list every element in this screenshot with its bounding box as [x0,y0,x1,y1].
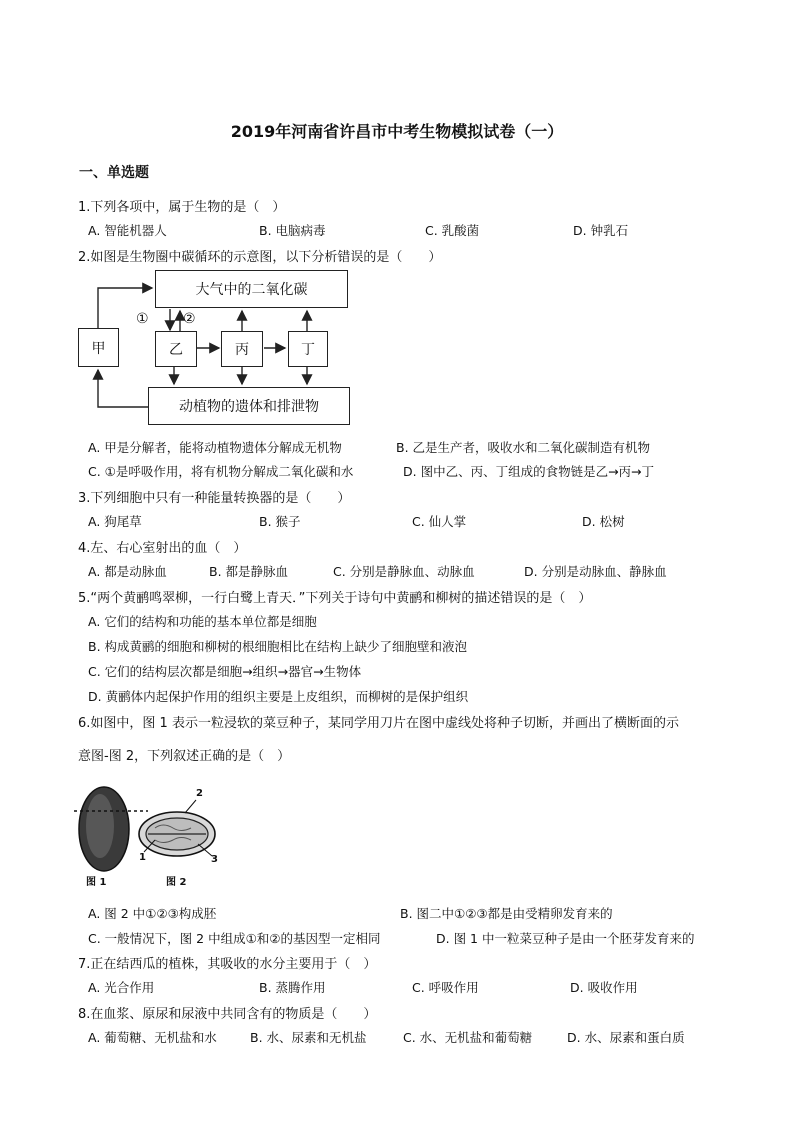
q4-option-d[interactable]: D. 分别是动脉血、静脉血 [524,564,667,579]
question-2-stem: 2.如图是生物圈中碳循环的示意图，以下分析错误的是（ ） [78,250,442,265]
q7-option-a[interactable]: A. 光合作用 [88,980,155,995]
q2-option-c[interactable]: C. ①是呼吸作用，将有机物分解成二氧化碳和水 [88,464,354,479]
figure-2-label: 图 2 [166,877,187,888]
q4-option-b[interactable]: B. 都是静脉血 [209,564,289,579]
q1-option-c[interactable]: C. 乳酸菌 [425,223,480,238]
jia-box: 甲 [78,328,119,367]
q6-option-b[interactable]: B. 图二中①②③都是由受精卵发育来的 [400,906,613,921]
q6-option-c[interactable]: C. 一般情况下，图 2 中组成①和②的基因型一定相同 [88,931,381,946]
q1-option-b[interactable]: B. 电脑病毒 [259,223,326,238]
atmosphere-co2-box: 大气中的二氧化碳 [155,270,348,308]
yi-box: 乙 [155,331,197,367]
remains-box: 动植物的遗体和排泄物 [148,387,350,425]
question-1-stem: 1.下列各项中，属于生物的是（ ） [78,200,286,215]
q7-option-d[interactable]: D. 吸收作用 [570,980,638,995]
question-6-stem: 6.如图中，图 1 表示一粒浸软的菜豆种子，某同学用刀片在图中虚线处将种子切断，并画出了横断面的示 [78,716,679,731]
q6-option-d[interactable]: D. 图 1 中一粒菜豆种子是由一个胚芽发育来的 [436,931,695,946]
q8-option-d[interactable]: D. 水、尿素和蛋白质 [567,1030,685,1045]
label-2: 2 [196,788,203,799]
section-heading: 一、单选题 [79,165,149,181]
q5-option-c[interactable]: C. 它们的结构层次都是细胞→组织→器官→生物体 [88,664,362,679]
mark-2: ② [183,311,196,327]
ding-box: 丁 [288,331,328,367]
q2-option-d[interactable]: D. 图中乙、丙、丁组成的食物链是乙→丙→丁 [403,464,655,479]
q3-option-d[interactable]: D. 松树 [582,514,625,529]
mark-1: ① [136,311,149,327]
q1-option-d[interactable]: D. 钟乳石 [573,223,629,238]
q3-option-a[interactable]: A. 狗尾草 [88,514,142,529]
label-1: 1 [139,852,146,863]
q1-option-a[interactable]: A. 智能机器人 [88,223,167,238]
q3-option-c[interactable]: C. 仙人掌 [412,514,467,529]
q7-option-c[interactable]: C. 呼吸作用 [412,980,479,995]
q2-option-a[interactable]: A. 甲是分解者，能将动植物遗体分解成无机物 [88,440,342,455]
q8-option-c[interactable]: C. 水、无机盐和葡萄糖 [403,1030,533,1045]
q5-option-d[interactable]: D. 黄鹂体内起保护作用的组织主要是上皮组织，而柳树的是保护组织 [88,689,469,704]
bing-box: 丙 [221,331,263,367]
q6-option-a[interactable]: A. 图 2 中①②③构成胚 [88,906,217,921]
label-3: 3 [211,854,218,865]
question-6-stem-cont: 意图-图 2，下列叙述正确的是（ ） [78,749,291,764]
q4-option-a[interactable]: A. 都是动脉血 [88,564,167,579]
question-3-stem: 3.下列细胞中只有一种能量转换器的是（ ） [78,491,351,506]
q3-option-b[interactable]: B. 猴子 [259,514,301,529]
page-title: 2019年河南省许昌市中考生物模拟试卷（一） [230,122,564,141]
q7-option-b[interactable]: B. 蒸腾作用 [259,980,326,995]
q5-option-a[interactable]: A. 它们的结构和功能的基本单位都是细胞 [88,614,317,629]
q8-option-b[interactable]: B. 水、尿素和无机盐 [250,1030,367,1045]
q2-option-b[interactable]: B. 乙是生产者，吸收水和二氧化碳制造有机物 [396,440,651,455]
question-4-stem: 4.左、右心室射出的血（ ） [78,541,247,556]
figure-1-label: 图 1 [86,877,107,888]
q5-option-b[interactable]: B. 构成黄鹂的细胞和柳树的根细胞相比在结构上缺少了细胞壁和液泡 [88,639,468,654]
q4-option-c[interactable]: C. 分别是静脉血、动脉血 [333,564,475,579]
question-7-stem: 7.正在结西瓜的植株，其吸收的水分主要用于（ ） [78,957,377,972]
q8-option-a[interactable]: A. 葡萄糖、无机盐和水 [88,1030,217,1045]
question-5-stem: 5.“两个黄鹂鸣翠柳，一行白鹭上青天．”下列关于诗句中黄鹂和柳树的描述错误的是（ ） [78,591,592,606]
question-8-stem: 8.在血浆、原尿和尿液中共同含有的物质是（ ） [78,1007,377,1022]
